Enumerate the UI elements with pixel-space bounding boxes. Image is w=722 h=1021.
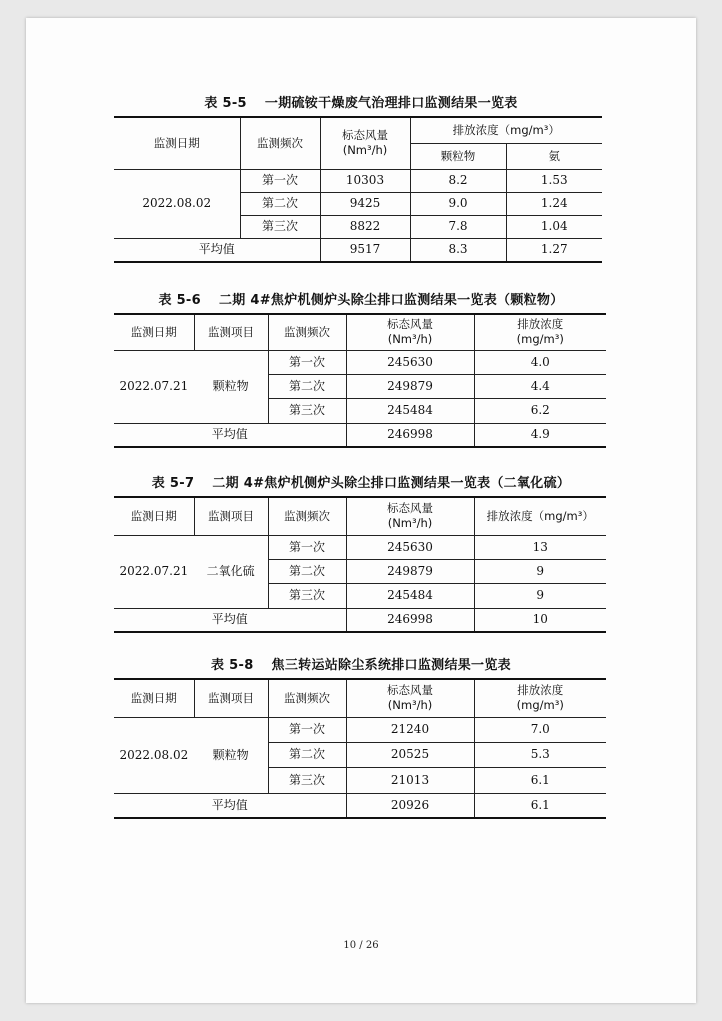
item-cell: 颗粒物 (212, 747, 249, 762)
header-frequency: 监测频次 (268, 679, 346, 717)
value-cell: 1.53 (506, 169, 602, 192)
flow-cell: 20525 (346, 742, 474, 767)
flow-cell: 21013 (346, 768, 474, 793)
flow-label: 标态风量 (387, 501, 433, 516)
table-row (114, 169, 602, 192)
freq-cell: 第一次 (268, 717, 346, 742)
flow-label: 标态风量 (387, 683, 433, 698)
freq-cell: 第一次 (268, 350, 346, 374)
flow-cell: 9425 (320, 192, 410, 215)
flow-unit: (Nm³/h) (387, 516, 433, 531)
concentration-unit: (mg/m³) (516, 698, 564, 713)
header-item: 监测项目 (194, 497, 268, 535)
table-title: 二期 4#焦炉机侧炉头除尘排口监测结果一览表（二氧化硫） (212, 476, 571, 491)
table-title: 焦三转运站除尘系统排口监测结果一览表 (271, 658, 511, 673)
table-number: 表 5-6 (158, 293, 201, 308)
header-date: 监测日期 (114, 679, 194, 717)
freq-cell: 第二次 (268, 559, 346, 583)
table-number: 表 5-8 (211, 658, 254, 673)
header-item: 监测项目 (194, 314, 268, 350)
flow-cell: 245484 (346, 584, 474, 608)
average-label: 平均值 (114, 793, 346, 818)
value-cell: 7.0 (474, 717, 606, 742)
flow-label: 标态风量 (387, 317, 433, 332)
flow-unit: (Nm³/h) (387, 332, 433, 347)
freq-cell: 第二次 (240, 192, 320, 215)
table-row (114, 535, 606, 559)
header-flow (320, 117, 410, 169)
header-flow (346, 497, 474, 535)
header-date: 监测日期 (114, 117, 240, 169)
value-cell: 5.3 (474, 742, 606, 767)
header-frequency: 监测频次 (268, 314, 346, 350)
freq-cell: 第二次 (268, 742, 346, 767)
date-item-cell (114, 535, 268, 608)
value-cell: 4.0 (474, 350, 606, 374)
header-frequency: 监测频次 (268, 497, 346, 535)
table-title: 二期 4#焦炉机侧炉头除尘排口监测结果一览表（颗粒物） (218, 293, 564, 308)
flow-cell: 20926 (346, 793, 474, 818)
page-number: 10 / 26 (343, 940, 379, 951)
value-cell: 6.1 (474, 768, 606, 793)
freq-cell: 第二次 (268, 374, 346, 398)
flow-unit: (Nm³/h) (342, 143, 388, 158)
freq-cell: 第三次 (268, 399, 346, 423)
value-cell: 6.1 (474, 793, 606, 818)
table-5-5-caption (0, 92, 722, 111)
header-pollutant-2: 氨 (506, 143, 602, 169)
value-cell: 10 (474, 608, 606, 632)
value-cell: 1.04 (506, 215, 602, 238)
value-cell: 6.2 (474, 399, 606, 423)
table-row (114, 717, 606, 742)
date-cell: 2022.08.02 (114, 169, 240, 238)
concentration-label: 排放浓度 (517, 317, 564, 332)
table-title: 一期硫铵干燥废气治理排口监测结果一览表 (264, 96, 518, 111)
flow-cell: 249879 (346, 374, 474, 398)
freq-cell: 第一次 (240, 169, 320, 192)
table-5-7-caption (0, 472, 722, 491)
value-cell: 1.27 (506, 238, 602, 262)
header-concentration: 排放浓度（mg/m³） (474, 497, 606, 535)
average-row (114, 608, 606, 632)
table-5-8-caption (0, 654, 722, 673)
freq-cell: 第三次 (268, 584, 346, 608)
header-concentration: 排放浓度（mg/m³） (410, 117, 602, 143)
flow-cell: 245630 (346, 535, 474, 559)
header-concentration (474, 679, 606, 717)
header-pollutant-1: 颗粒物 (410, 143, 506, 169)
average-row (114, 238, 602, 262)
flow-cell: 249879 (346, 559, 474, 583)
value-cell: 9 (474, 559, 606, 583)
freq-cell: 第三次 (240, 215, 320, 238)
value-cell: 4.9 (474, 423, 606, 447)
table-5-8 (114, 678, 606, 819)
header-date: 监测日期 (114, 314, 194, 350)
value-cell: 4.4 (474, 374, 606, 398)
date-cell: 2022.08.02 (119, 747, 189, 762)
value-cell: 13 (474, 535, 606, 559)
flow-cell: 246998 (346, 608, 474, 632)
value-cell: 8.3 (410, 238, 506, 262)
table-5-6-caption (0, 289, 722, 308)
freq-cell: 第三次 (268, 768, 346, 793)
date-item-cell (114, 717, 268, 793)
average-row (114, 793, 606, 818)
average-label: 平均值 (114, 608, 346, 632)
table-5-7 (114, 496, 606, 633)
flow-label: 标态风量 (342, 128, 388, 143)
header-item: 监测项目 (194, 679, 268, 717)
average-row (114, 423, 606, 447)
value-cell: 9 (474, 584, 606, 608)
value-cell: 8.2 (410, 169, 506, 192)
value-cell: 1.24 (506, 192, 602, 215)
item-cell: 二氧化硫 (206, 564, 255, 578)
flow-cell: 9517 (320, 238, 410, 262)
header-concentration (474, 314, 606, 350)
flow-cell: 21240 (346, 717, 474, 742)
item-cell: 颗粒物 (212, 379, 249, 393)
flow-cell: 8822 (320, 215, 410, 238)
value-cell: 7.8 (410, 215, 506, 238)
value-cell: 9.0 (410, 192, 506, 215)
flow-cell: 245484 (346, 399, 474, 423)
table-row (114, 350, 606, 374)
average-label: 平均值 (114, 238, 320, 262)
header-flow (346, 679, 474, 717)
concentration-label: 排放浓度 (517, 683, 564, 698)
header-flow (346, 314, 474, 350)
flow-unit: (Nm³/h) (387, 698, 433, 713)
concentration-unit: (mg/m³) (516, 332, 564, 347)
flow-cell: 245630 (346, 350, 474, 374)
table-number: 表 5-7 (151, 476, 195, 491)
date-cell: 2022.07.21 (119, 379, 189, 393)
flow-cell: 10303 (320, 169, 410, 192)
header-frequency: 监测频次 (240, 117, 320, 169)
header-date: 监测日期 (114, 497, 194, 535)
date-item-cell (114, 350, 268, 423)
average-label: 平均值 (114, 423, 346, 447)
table-5-6 (114, 313, 606, 448)
table-5-5 (114, 116, 602, 263)
table-number: 表 5-5 (204, 96, 247, 111)
flow-cell: 246998 (346, 423, 474, 447)
freq-cell: 第一次 (268, 535, 346, 559)
date-cell: 2022.07.21 (119, 564, 189, 578)
